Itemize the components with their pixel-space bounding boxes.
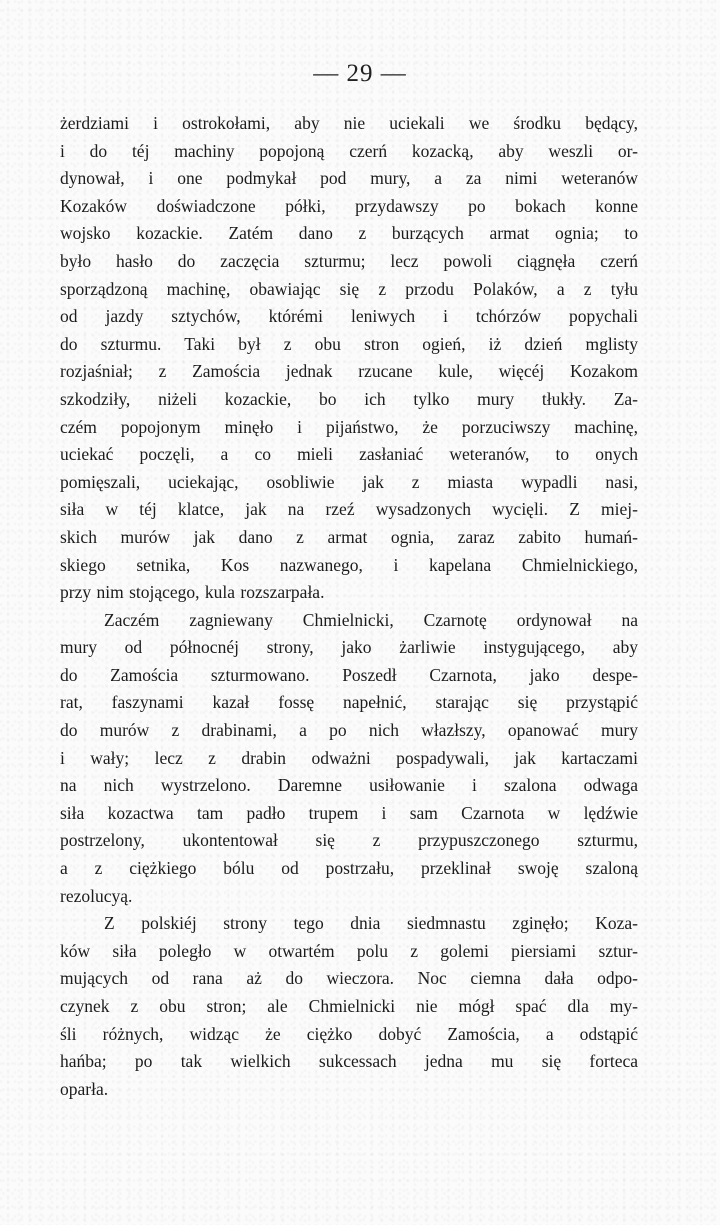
- text-line: postrzelony, ukontentował się z przypuszczonego szturmu,: [60, 830, 638, 851]
- text-line: pomięszali, uciekając, osobliwie jak z miasta wypadli nasi,: [60, 471, 638, 492]
- text-line: rat, faszynami kazał fossę napełnić, starając się przystąpić: [60, 692, 638, 713]
- text-line: mury od północnéj strony, jako żarliwie instygującego, aby: [60, 637, 638, 658]
- page-number: — 29 —: [313, 60, 407, 87]
- text-line: i wały; lecz z drabin odważni pospadywali, jak kartaczami: [60, 747, 638, 768]
- text-line: dynował, i one podmykał pod mury, a za nimi weteranów: [60, 168, 638, 189]
- text-line: a z ciężkiego bólu od postrzału, przeklinał swoję szaloną: [60, 858, 638, 879]
- text-line: na nich wystrzelono. Daremne usiłowanie i szalona odwaga: [60, 775, 638, 796]
- text-line: ków siła poległo w otwartém polu z golemi piersiami sztur-: [60, 940, 638, 961]
- text-line: czém popojonym minęło i pijaństwo, że porzuciwszy machinę,: [60, 416, 638, 437]
- text-line: skich murów jak dano z armat ognia, zaraz zabito humań-: [60, 526, 638, 547]
- text-line: rozjaśniał; z Zamościa jednak rzucane kule, więcéj Kozakom: [60, 361, 638, 382]
- body-text: [60, 110, 638, 1103]
- text-line: żerdziami i ostrokołami, aby nie uciekali we środku będący,: [60, 113, 638, 133]
- text-line: do murów z drabinami, a po nich włazłszy, opanować mury: [60, 720, 638, 741]
- paragraph-end-line: przy nim stojącego, kula rozszarpała.: [60, 582, 325, 603]
- paragraph-start-line: Zaczém zagniewany Chmielnicki, Czarnotę ordynował na: [104, 609, 638, 630]
- text-line: uciekać poczęli, a co mieli zasłaniać weteranów, to onych: [60, 444, 638, 465]
- text-line: hańba; po tak wielkich sukcessach jedna mu się forteca: [60, 1051, 638, 1072]
- paragraph-start-line: Z polskiéj strony tego dnia siedmnastu zginęło; Koza-: [104, 913, 638, 934]
- text-line: śli różnych, widząc że ciężko dobyć Zamościa, a odstąpić: [60, 1023, 638, 1044]
- text-line: mujących od rana aż do wieczora. Noc ciemna dała odpo-: [60, 968, 638, 989]
- text-line: szkodziły, niżeli kozackie, bo ich tylko mury tłukły. Za-: [60, 388, 638, 409]
- text-line: do Zamościa szturmowano. Poszedł Czarnota, jako despe-: [60, 664, 638, 685]
- text-line: wojsko kozackie. Zatém dano z burzących armat ognia; to: [60, 223, 638, 244]
- text-line: Kozaków doświadczone półki, przydawszy po bokach konne: [60, 195, 638, 216]
- text-line: i do téj machiny popojoną czerń kozacką, aby weszli or-: [60, 140, 638, 161]
- text-line: siła w téj klatce, jak na rzeź wysadzonych wycięli. Z miej-: [60, 499, 638, 520]
- text-line: czynek z obu stron; ale Chmielnicki nie mógł spać dla my-: [60, 996, 638, 1016]
- paragraph-end-line: rezolucyą.: [60, 885, 133, 906]
- text-line: skiego setnika, Kos nazwanego, i kapelana Chmielnickiego,: [60, 554, 638, 575]
- text-line: było hasło do zaczęcia szturmu; lecz powoli ciągnęła czerń: [60, 250, 638, 271]
- text-line: od jazdy sztychów, którémi leniwych i tchórzów popychali: [60, 306, 638, 327]
- text-line: siła kozactwa tam padło trupem i sam Czarnota w lędźwie: [60, 802, 638, 823]
- text-line: sporządzoną machinę, obawiając się z przodu Polaków, a z tyłu: [60, 278, 638, 299]
- paragraph-end-line: oparła.: [60, 1078, 109, 1099]
- text-line: do szturmu. Taki był z obu stron ogień, iż dzień mglisty: [60, 333, 638, 354]
